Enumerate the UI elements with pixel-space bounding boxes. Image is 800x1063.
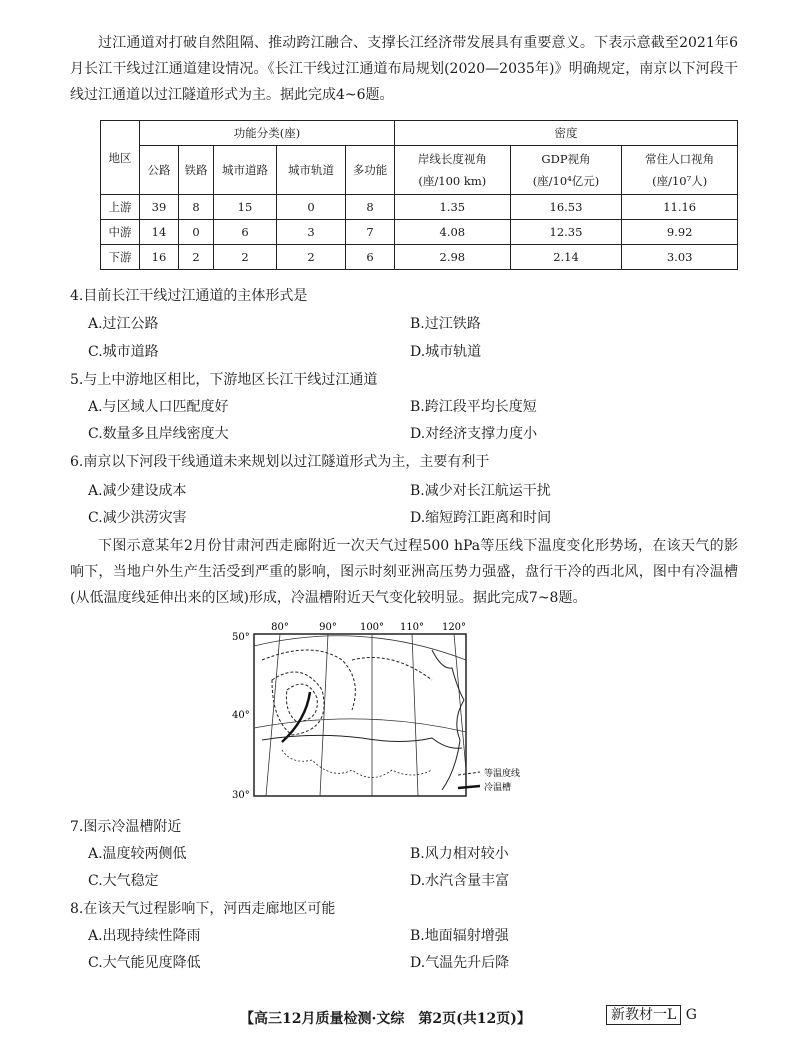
cell: 2.98: [395, 245, 511, 270]
cell: 16: [140, 245, 179, 270]
cell: 15: [214, 195, 277, 220]
cell: 4.08: [395, 220, 511, 245]
lat-label: 50°: [232, 632, 250, 643]
q4-option-b[interactable]: B.过江铁路: [410, 316, 481, 332]
q6-option-c[interactable]: C.减少洪涝灾害: [88, 510, 187, 526]
q6-option-d[interactable]: D.缩短跨江距离和时间: [410, 510, 552, 526]
q7-option-d[interactable]: D.水汽含量丰富: [410, 873, 510, 889]
border-line: [262, 735, 462, 748]
q6-option-b[interactable]: B.减少对长江航运干扰: [410, 483, 551, 499]
col-gdp-unit: (座/10⁴亿元): [532, 174, 600, 188]
q5-option-c[interactable]: C.数量多且岸线密度大: [88, 426, 229, 442]
q8-option-d[interactable]: D.气温先升后降: [410, 955, 510, 971]
intro-paragraph-1: 过江通道对打破自然阻隔、推动跨江融合、支撑长江经济带发展具有重要意义。下表示意截至2021年6月长江干线过江通道建设情况。《长江干线过江通道布局规划(2020—2035年)》明确规定，南京以下河段干线过江通道以过江隧道形式为主。据此完成4~6题。: [70, 35, 738, 103]
legend-trough-symbol: [458, 786, 480, 788]
edition-badge-suffix: G: [685, 1007, 697, 1023]
cell: 7: [346, 220, 395, 245]
data-table: [100, 120, 738, 270]
col-population-unit: (座/10⁷人): [652, 174, 708, 188]
table-row: [101, 195, 738, 220]
province-borders: [282, 750, 432, 778]
col-shoreline: [395, 146, 511, 195]
cell: 12.35: [510, 220, 622, 245]
cell: 11.16: [622, 195, 738, 220]
q7-option-a[interactable]: A.温度较两侧低: [88, 846, 187, 862]
edition-badge-label: 新教材一L: [606, 1005, 681, 1025]
header-region: 地区: [101, 121, 140, 195]
col-multi: 多功能: [346, 146, 395, 195]
cell: 6: [214, 220, 277, 245]
col-highway: 公路: [140, 146, 179, 195]
q4-option-d[interactable]: D.城市轨道: [410, 344, 482, 360]
cell: 0: [179, 220, 214, 245]
row-region: 下游: [101, 245, 140, 270]
question-6-stem: 6.南京以下河段干线通道未来规划以过江隧道形式为主，主要有利于: [70, 454, 490, 470]
q4-option-c[interactable]: C.城市道路: [88, 344, 159, 360]
q8-option-b[interactable]: B.地面辐射增强: [410, 928, 509, 944]
parallel-lines: [254, 636, 466, 732]
row-region: 上游: [101, 195, 140, 220]
q4-option-a[interactable]: A.过江公路: [88, 316, 159, 332]
page-footer: 【高三12月质量检测·文综 第2页(共12页)】: [240, 1011, 531, 1027]
cell: 9.92: [622, 220, 738, 245]
q7-option-b[interactable]: B.风力相对较小: [410, 846, 509, 862]
q5-option-b[interactable]: B.跨江段平均长度短: [410, 399, 537, 415]
legend-isotherm-label: 等温度线: [484, 769, 521, 779]
col-shoreline-name: 岸线长度视角: [417, 152, 487, 166]
cell: 2: [277, 245, 346, 270]
question-8-stem: 8.在该天气过程影响下，河西走廊地区可能: [70, 901, 336, 917]
lon-label: 90°: [319, 622, 337, 633]
legend-trough-label: 冷温槽: [484, 783, 512, 793]
q5-option-d[interactable]: D.对经济支撑力度小: [410, 426, 538, 442]
cell: 1.35: [395, 195, 511, 220]
lon-label: 110°: [399, 622, 425, 633]
row-region: 中游: [101, 220, 140, 245]
question-4-stem: 4.目前长江干线过江通道的主体形式是: [70, 288, 308, 304]
lon-label: 120°: [441, 622, 467, 633]
cell: 8: [346, 195, 395, 220]
col-gdp-name: GDP视角: [541, 152, 591, 166]
header-function: 功能分类(座): [140, 121, 395, 146]
cell: 0: [277, 195, 346, 220]
col-city-road: 城市道路: [214, 146, 277, 195]
meridian-lines: [266, 634, 466, 796]
isotherm-map: [232, 620, 521, 802]
cold-trough: [282, 692, 310, 742]
lon-label: 100°: [359, 622, 385, 633]
lon-label: 80°: [271, 622, 289, 633]
header-density: 密度: [395, 121, 738, 146]
table-row: [101, 220, 738, 245]
cell: 3: [277, 220, 346, 245]
q7-option-c[interactable]: C.大气稳定: [88, 873, 159, 889]
cell: 2: [179, 245, 214, 270]
question-7-stem: 7.图示冷温槽附近: [70, 819, 182, 835]
lat-label: 40°: [232, 710, 250, 721]
question-5-stem: 5.与上中游地区相比，下游地区长江干线过江通道: [70, 372, 378, 388]
q8-option-a[interactable]: A.出现持续性降雨: [88, 928, 201, 944]
col-shoreline-unit: (座/100 km): [418, 174, 487, 188]
cell: 8: [179, 195, 214, 220]
table-row: [101, 245, 738, 270]
coastline: [432, 650, 464, 790]
q6-option-a[interactable]: A.减少建设成本: [88, 483, 187, 499]
cell: 14: [140, 220, 179, 245]
edition-badge: [606, 1004, 697, 1024]
isotherm-line: [352, 658, 432, 681]
legend-isotherm-symbol: [458, 772, 480, 775]
cell: 39: [140, 195, 179, 220]
col-city-rail: 城市轨道: [277, 146, 346, 195]
cell: 2: [214, 245, 277, 270]
cell: 2.14: [510, 245, 622, 270]
intro-paragraph-2: 下图示意某年2月份甘肃河西走廊附近一次天气过程500 hPa等压线下温度变化形势场，在该天气的影响下，当地户外生产生活受到严重的影响，图示时刻亚洲高压势力强盛，盘行干冷的西北风，图中有冷温槽(从低温度线延伸出来的区域)形成，冷温槽附近天气变化较明显。据此完成7~8题。: [70, 538, 738, 606]
cell: 3.03: [622, 245, 738, 270]
q8-option-c[interactable]: C.大气能见度降低: [88, 955, 201, 971]
cell: 16.53: [510, 195, 622, 220]
map-frame: [254, 634, 466, 796]
col-population-name: 常住人口视角: [645, 152, 715, 166]
col-population: [622, 146, 738, 195]
col-railway: 铁路: [179, 146, 214, 195]
q5-option-a[interactable]: A.与区域人口匹配度好: [88, 399, 229, 415]
cell: 6: [346, 245, 395, 270]
lat-label: 30°: [232, 790, 250, 801]
col-gdp: [510, 146, 622, 195]
